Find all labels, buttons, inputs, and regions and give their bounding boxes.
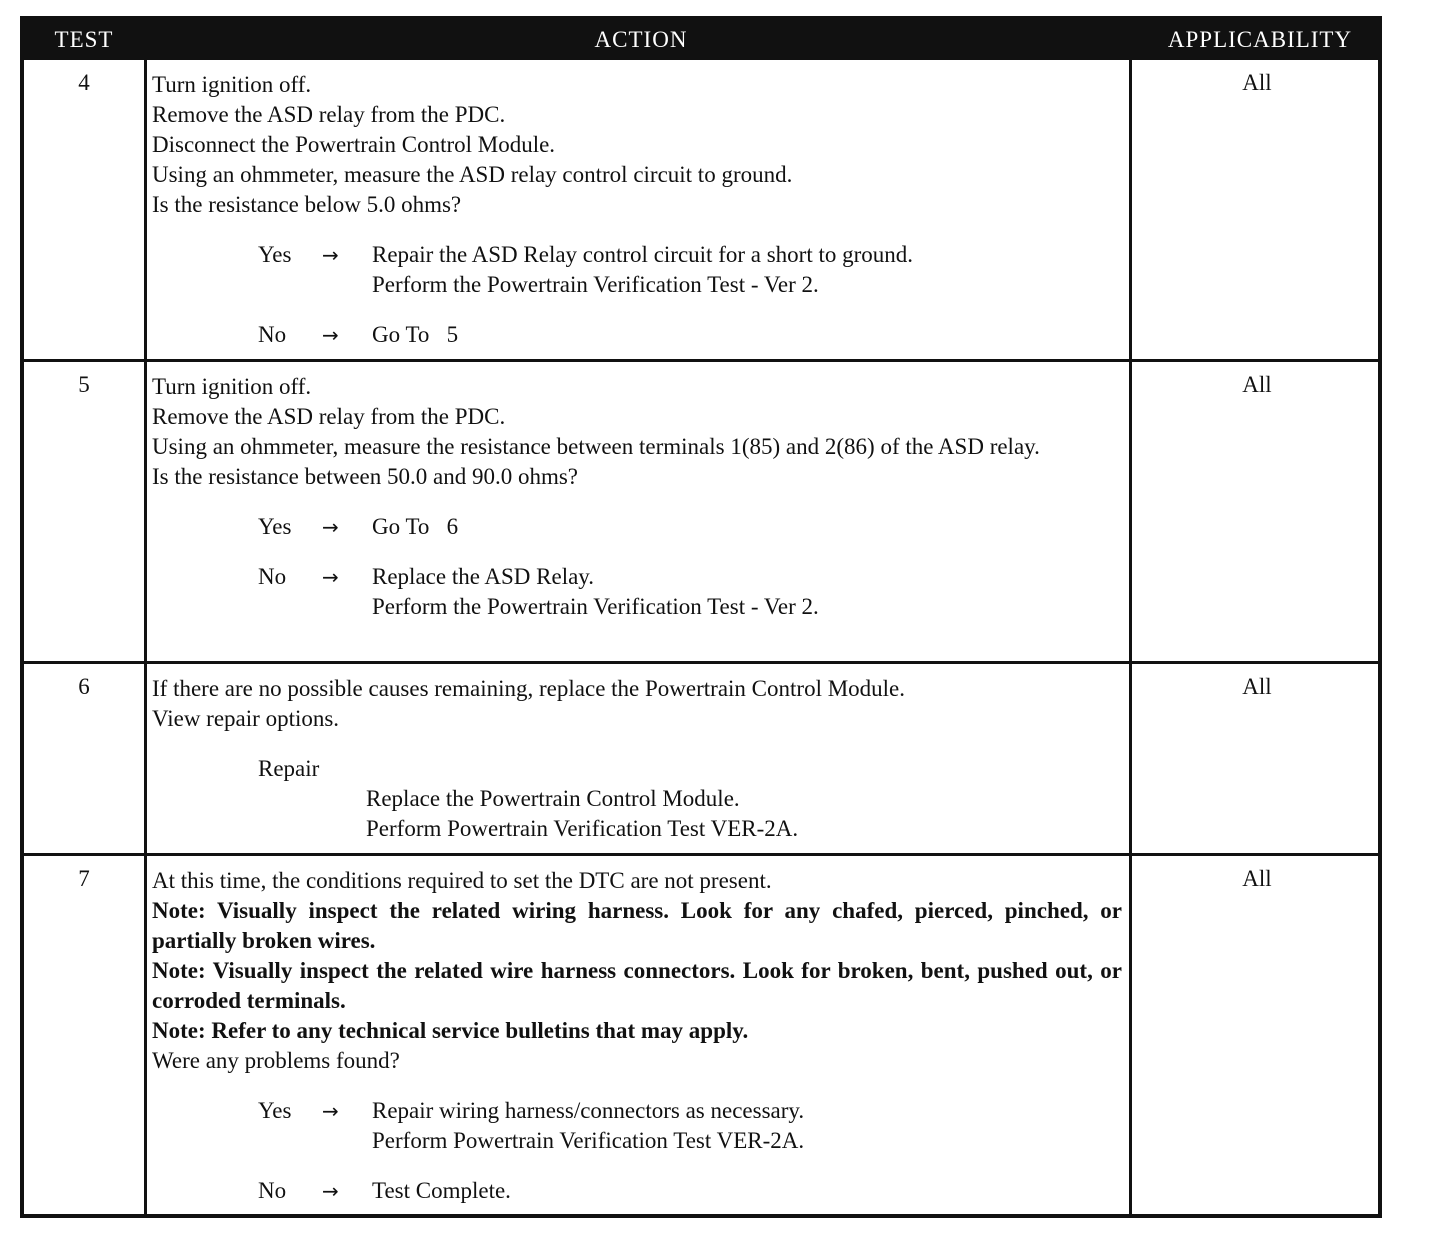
action-line: Using an ohmmeter, measure the ASD relay control circuit to ground. <box>152 162 793 187</box>
no-label: No <box>258 564 287 589</box>
applicability-value: All <box>1242 70 1272 95</box>
action-line: If there are no possible causes remaining, replace the Powertrain Control Module. <box>152 676 906 701</box>
applicability-value: All <box>1242 372 1272 397</box>
action-cell <box>152 70 1122 350</box>
test-number: 7 <box>78 866 90 891</box>
table-header <box>24 20 1378 60</box>
response-text: Go To 5 <box>372 322 459 347</box>
action-line: At this time, the conditions required to set the DTC are not present. <box>152 868 772 893</box>
response-text: Repair wiring harness/connectors as necessary. Perform Powertrain Verification Test VER-2A. <box>372 1098 805 1153</box>
arrow-right-icon: → <box>322 243 339 267</box>
yes-label: Yes <box>258 1098 292 1123</box>
header-test: TEST <box>54 27 114 52</box>
response-text: Repair the ASD Relay control circuit for a short to ground. Perform the Powertrain Verification Test - Ver 2. <box>372 242 914 297</box>
action-cell <box>152 372 1122 622</box>
repair-options <box>152 754 1122 844</box>
header-applicability: APPLICABILITY <box>1167 27 1353 52</box>
test-number: 6 <box>78 674 90 699</box>
applicability-value: All <box>1242 674 1272 699</box>
arrow-right-icon: → <box>322 515 339 539</box>
action-question: Is the resistance between 50.0 and 90.0 ohms? <box>152 464 579 489</box>
diagnostic-test-table <box>20 16 1382 1218</box>
action-question: Were any problems found? <box>152 1048 400 1073</box>
arrow-right-icon: → <box>322 323 339 347</box>
repair-label: Repair <box>258 756 320 781</box>
action-question: Is the resistance below 5.0 ohms? <box>152 192 462 217</box>
yes-label: Yes <box>258 514 292 539</box>
test-number: 5 <box>78 372 90 397</box>
applicability-value: All <box>1242 866 1272 891</box>
arrow-right-icon: → <box>322 565 339 589</box>
action-line: Using an ohmmeter, measure the resistance between terminals 1(85) and 2(86) of the ASD relay. <box>152 434 1040 459</box>
repair-steps: Replace the Powertrain Control Module. Perform Powertrain Verification Test VER-2A. <box>366 786 799 841</box>
test-number: 4 <box>78 70 90 95</box>
action-line: Turn ignition off. <box>152 72 312 97</box>
response-text: Replace the ASD Relay. Perform the Powertrain Verification Test - Ver 2. <box>372 564 819 619</box>
no-response <box>152 562 1122 622</box>
arrow-right-icon: → <box>322 1179 339 1203</box>
action-line: Remove the ASD relay from the PDC. <box>152 102 506 127</box>
action-line: Remove the ASD relay from the PDC. <box>152 404 506 429</box>
action-line: Turn ignition off. <box>152 374 312 399</box>
arrow-right-icon: → <box>322 1099 339 1123</box>
response-text: Test Complete. <box>372 1178 511 1203</box>
no-response <box>152 1176 1122 1206</box>
table-row-test-6 <box>24 664 1378 856</box>
no-response <box>152 320 1122 350</box>
note-text: Note: Visually inspect the related wire harness connectors. Look for broken, bent, pushed out, or corroded terminals. <box>152 958 1122 1013</box>
no-label: No <box>258 322 287 347</box>
action-cell <box>152 674 1122 844</box>
yes-response <box>152 1096 1122 1156</box>
no-label: No <box>258 1178 287 1203</box>
response-text: Go To 6 <box>372 514 459 539</box>
action-line: Disconnect the Powertrain Control Module. <box>152 132 556 157</box>
yes-label: Yes <box>258 242 292 267</box>
header-action: ACTION <box>594 27 688 52</box>
action-cell <box>152 866 1122 1206</box>
note-text: Note: Visually inspect the related wiring harness. Look for any chafed, pierced, pinched, or partially broken wires. <box>152 898 1122 953</box>
table-row-test-4 <box>24 60 1378 362</box>
note-text: Note: Refer to any technical service bulletins that may apply. <box>152 1018 749 1043</box>
yes-response <box>152 240 1122 300</box>
yes-response <box>152 512 1122 542</box>
table-row-test-7 <box>24 856 1378 1214</box>
table-row-test-5 <box>24 362 1378 664</box>
action-line: View repair options. <box>152 706 340 731</box>
